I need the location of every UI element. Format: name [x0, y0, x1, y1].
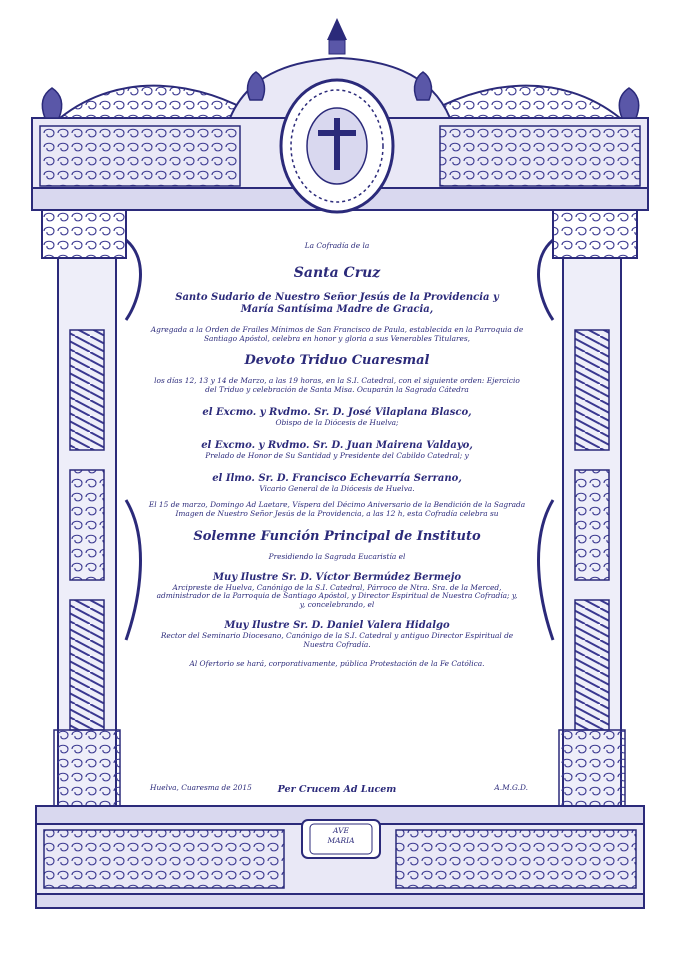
concelebrant-name: Muy Ilustre Sr. D. Daniel Valera Hidalgo	[224, 620, 450, 632]
preacher-2-role: Prelado de Honor de Su Santidad y Presidente del Cabildo Catedral; y	[205, 450, 469, 460]
triduo-title: Devoto Triduo Cuaresmal	[244, 353, 430, 369]
right-column	[539, 210, 637, 818]
celebrant-role-2: administrador de la Parroquia de Santiago Apóstol, y Director Espiritual de Nuestra Cofradía; y,	[156, 591, 518, 601]
ofertorio-line: Al Ofertorio se hará, corporativamente, pública Protestación de la Fe Católica.	[189, 658, 485, 668]
presiding-line: Presidiendo la Sagrada Eucaristía el	[268, 551, 406, 561]
full-name-line-2: María Santísima Madre de Gracia,	[240, 303, 434, 315]
invitation-text	[132, 236, 542, 806]
celebrant-role-1: Arcipreste de Huelva, Canónigo de la S.I. Catedral, Párroco de Ntra. Sra. de la Merced,	[172, 582, 502, 592]
funcion-title: Solemne Función Principal de Instituto	[193, 529, 481, 545]
brotherhood-title: Santa Cruz	[293, 264, 381, 281]
triduo-text-1: los días 12, 13 y 14 de Marzo, a las 19 horas, en la S.I. Catedral, con el siguiente orden: Ejercicio	[154, 376, 520, 386]
cartouche-line-2: MARIA	[327, 836, 355, 845]
left-column	[42, 210, 140, 818]
amgd: A.M.G.D.	[494, 783, 528, 792]
cartouche-line-1: AVE	[333, 826, 349, 835]
concelebrant-role-2: Nuestra Cofradía.	[303, 640, 371, 650]
concelebrant-role-1: Rector del Seminario Diocesano, Canónigo de la S.I. Catedral y antiguo Director Espiritual de	[160, 631, 514, 641]
fifteen-march-line-2: Imagen de Nuestro Señor Jesús de la Providencia, a las 12 h, esta Cofradía celebra su	[175, 509, 499, 519]
fifteen-march-line-1: El 15 de marzo, Domingo Ad Laetare, Víspera del Décimo Aniversario de la Bendición de la Sagrada	[148, 500, 526, 510]
bottom-base	[36, 806, 644, 908]
aggregated-line-2: Santiago Apóstol, celebra en honor y gloria a sus Venerables Titulares,	[203, 333, 471, 343]
place-date: Huelva, Cuaresma de 2015	[150, 783, 252, 792]
preacher-3-role: Vicario General de la Diócesis de Huelva.	[259, 483, 415, 493]
concelebrando-line: y, concelebrando, el	[299, 600, 375, 610]
triduo-text-2: del Triduo y celebración de Santa Misa. Ocuparán la Sagrada Cátedra	[205, 384, 469, 394]
motto: Per Crucem Ad Lucem	[277, 784, 397, 795]
ave-maria-cartouche	[315, 826, 367, 850]
preacher-2-name: el Excmo. y Rvdmo. Sr. D. Juan Mairena Valdayo,	[201, 439, 473, 451]
preacher-1-name: el Excmo. y Rvdmo. Sr. D. José Vilaplana Blasco,	[202, 406, 472, 418]
preacher-3-name: el Ilmo. Sr. D. Francisco Echevarría Serrano,	[212, 472, 462, 484]
full-name-line-1: Santo Sudario de Nuestro Señor Jesús de la Providencia y	[175, 291, 499, 303]
central-medallion	[281, 18, 393, 212]
preacher-1-role: Obispo de la Diócesis de Huelva;	[275, 417, 399, 427]
aggregated-line-1: Agregada a la Orden de Frailes Mínimos de San Francisco de Paula, establecida en la Parroquia de	[150, 324, 524, 334]
intro-line: La Cofradía de la	[304, 241, 370, 250]
celebrant-name: Muy Ilustre Sr. D. Víctor Bermúdez Bermejo	[212, 571, 461, 583]
